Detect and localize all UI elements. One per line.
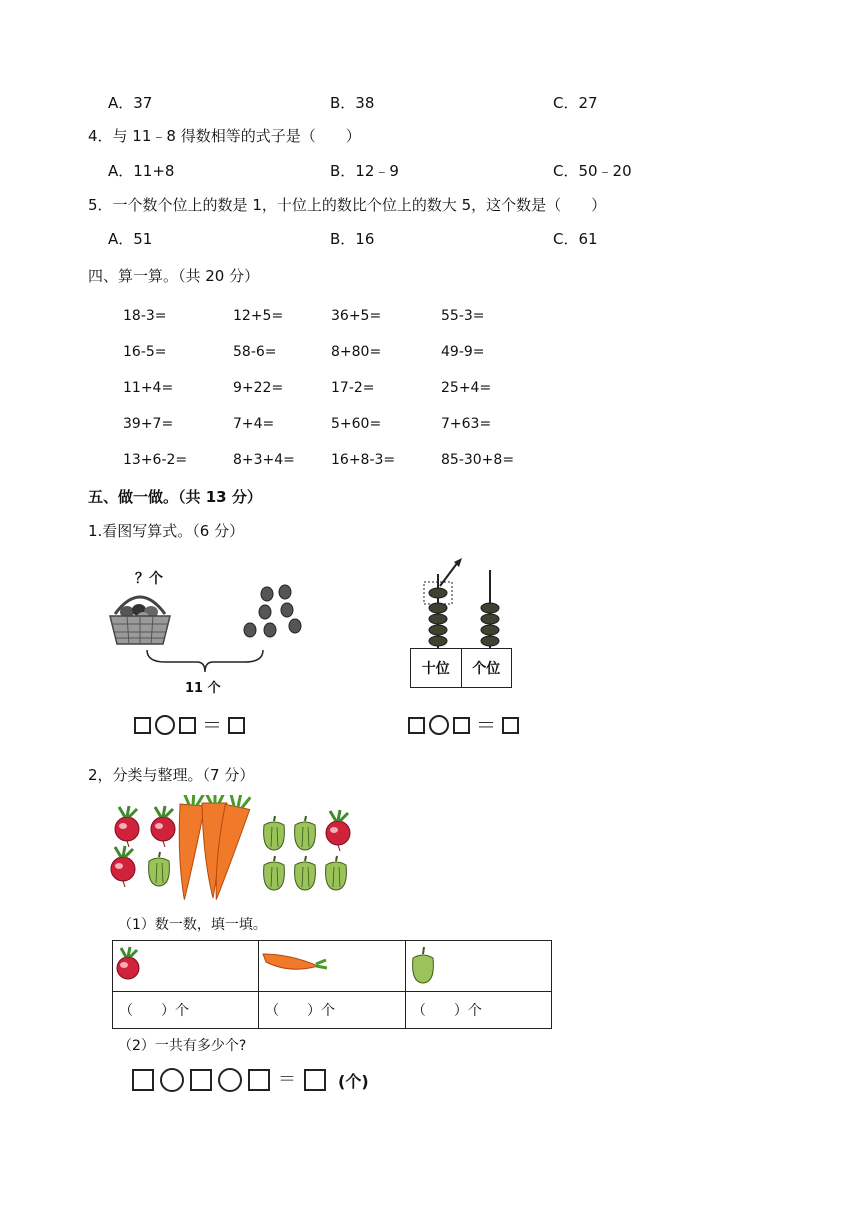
q5-text: 5．一个数个位上的数是 1，十位上的数比个位上的数大 5，这个数是（ ） <box>88 196 607 214</box>
pepper-icon <box>295 816 316 850</box>
answer-box[interactable] <box>502 717 519 734</box>
equation-left <box>134 715 245 735</box>
abacus-picture <box>410 556 520 650</box>
calc-item: 13+6-2= <box>123 452 188 468</box>
calc-item: 11+4= <box>123 380 174 396</box>
basket-icon <box>110 597 170 644</box>
radish-icon <box>114 942 154 986</box>
radish-icon <box>326 810 350 851</box>
sub2-text: （2）一共有多少个? <box>118 1038 247 1054</box>
operator-circle[interactable] <box>429 715 449 735</box>
answer-box[interactable] <box>190 1069 212 1091</box>
calc-item: 16-5= <box>123 344 167 360</box>
total-label: 11 个 <box>185 681 221 696</box>
answer-box[interactable] <box>132 1069 154 1091</box>
answer-box[interactable] <box>248 1069 270 1091</box>
answer-box[interactable] <box>304 1069 326 1091</box>
basket-label: ？个 <box>135 571 163 587</box>
loose-items-icon <box>244 585 301 637</box>
pepper-icon <box>264 856 285 890</box>
pepper-icon <box>149 852 170 886</box>
calc-item: 16+8-3= <box>331 452 396 468</box>
answer-box[interactable] <box>453 717 470 734</box>
calc-item: 8+3+4= <box>233 452 295 468</box>
calc-item: 49-9= <box>441 344 485 360</box>
q4-option-a: A．11+8 <box>108 162 175 180</box>
calc-item: 8+80= <box>331 344 382 360</box>
vegetables-picture <box>105 795 365 900</box>
carrot-icon <box>173 795 206 900</box>
calc-item: 5+60= <box>331 416 382 432</box>
unit-label: (个) <box>338 1071 369 1091</box>
operator-circle[interactable] <box>155 715 175 735</box>
place-value-table <box>410 648 512 688</box>
count-table <box>112 940 552 1029</box>
q2-text: 2，分类与整理。（7 分） <box>88 766 255 784</box>
q4-text: 4．与 11﹣8 得数相等的式子是（ ） <box>88 127 361 145</box>
q3-option-c: C．27 <box>553 94 598 112</box>
calc-item: 18-3= <box>123 308 167 324</box>
answer-box[interactable] <box>179 717 196 734</box>
pepper-count-cell[interactable]: （ ）个 <box>405 992 551 1029</box>
pepper-icon <box>264 816 285 850</box>
equals-sign: ＝ <box>476 713 496 737</box>
brace-icon <box>147 650 263 672</box>
carrot-cell <box>259 941 406 992</box>
q4-option-c: C．50﹣20 <box>553 162 632 180</box>
q3-option-b: B．38 <box>330 94 375 112</box>
q5-option-c: C．61 <box>553 230 598 248</box>
answer-box[interactable] <box>134 717 151 734</box>
calc-item: 55-3= <box>441 308 485 324</box>
radish-icon <box>115 806 139 847</box>
calc-item: 25+4= <box>441 380 492 396</box>
pepper-icon <box>407 942 447 986</box>
equals-sign: ＝ <box>278 1069 296 1090</box>
answer-box[interactable] <box>228 717 245 734</box>
radish-icon <box>151 806 175 847</box>
equation-total <box>132 1068 369 1092</box>
ones-label: 个位 <box>472 661 501 677</box>
calc-item: 17-2= <box>331 380 375 396</box>
calc-item: 12+5= <box>233 308 284 324</box>
calc-item: 9+22= <box>233 380 284 396</box>
answer-box[interactable] <box>408 717 425 734</box>
calc-item: 7+63= <box>441 416 492 432</box>
operator-circle[interactable] <box>160 1068 184 1092</box>
carrot-icon <box>260 942 330 986</box>
q3-option-a: A．37 <box>108 94 153 112</box>
tens-label: 十位 <box>411 649 462 687</box>
radish-count-cell[interactable]: （ ）个 <box>113 992 259 1029</box>
carrot-count-cell[interactable]: （ ）个 <box>259 992 406 1029</box>
q1-text: 1.看图写算式。（6 分） <box>88 522 245 540</box>
calc-item: 58-6= <box>233 344 277 360</box>
calc-item: 36+5= <box>331 308 382 324</box>
q5-option-a: A．51 <box>108 230 153 248</box>
pepper-cell <box>405 941 551 992</box>
sub1-text: （1）数一数，填一填。 <box>118 917 267 933</box>
equation-right <box>408 715 519 735</box>
section4-title: 四、算一算。（共 20 分） <box>88 267 260 285</box>
equals-sign: ＝ <box>202 713 222 737</box>
pepper-icon <box>326 856 347 890</box>
radish-cell <box>113 941 259 992</box>
operator-circle[interactable] <box>218 1068 242 1092</box>
pepper-icon <box>295 856 316 890</box>
q5-option-b: B．16 <box>330 230 375 248</box>
calc-item: 39+7= <box>123 416 174 432</box>
calc-item: 85-30+8= <box>441 452 515 468</box>
radish-icon <box>111 846 135 887</box>
section5-title: 五、做一做。（共 13 分） <box>88 488 262 506</box>
calc-item: 7+4= <box>233 416 275 432</box>
q4-option-b: B．12﹣9 <box>330 162 399 180</box>
